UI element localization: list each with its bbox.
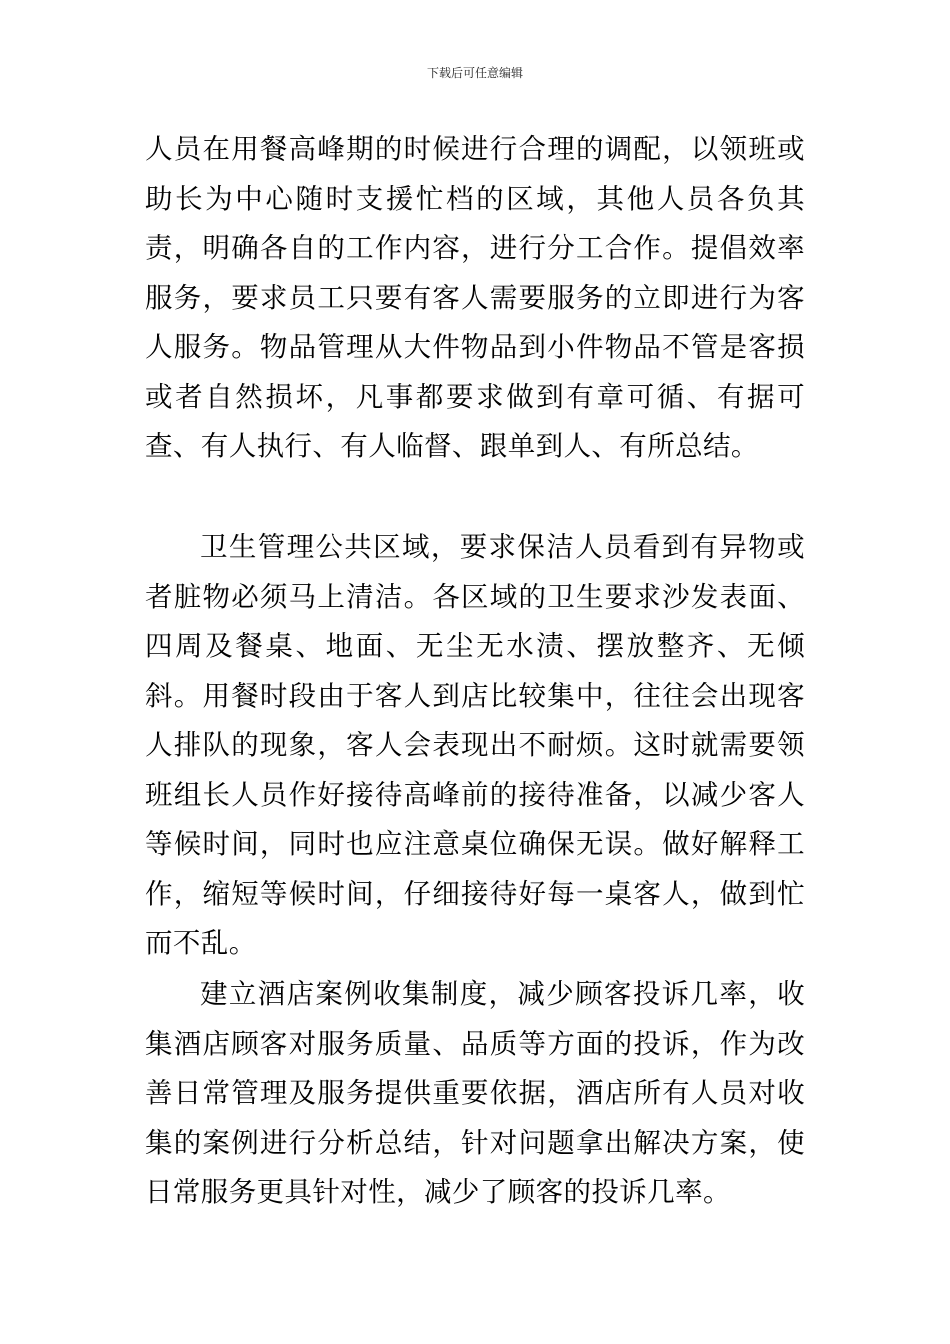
page-header-note: 下载后可任意编辑	[426, 66, 523, 80]
paragraph-case-collection: 建立酒店案例收集制度，减少顾客投诉几率，收集酒店顾客对服务质量、品质等方面的投诉，作为改善日常管理及服务提供重要依据，酒店所有人员对收集的案例进行分析总结，针对问题拿出解决方案，使日常服务更具针对性，减少了顾客的投诉几率。	[145, 978, 805, 1208]
paragraph-hygiene-management: 卫生管理公共区域，要求保洁人员看到有异物或者脏物必须马上清洁。各区域的卫生要求沙发表面、四周及餐桌、地面、无尘无水渍、摆放整齐、无倾斜。用餐时段由于客人到店比较集中，往往会出现客人排队的现象，客人会表现出不耐烦。这时就需要领班组长人员作好接待高峰前的接待准备，以减少客人等候时间，同时也应注意桌位确保无误。做好解释工作，缩短等候时间，仔细接待好每一桌客人，做到忙而不乱。	[145, 531, 805, 959]
paragraph-staff-and-items: 人员在用餐高峰期的时候进行合理的调配，以领班或助长为中心随时支援忙档的区域，其他人员各负其责，明确各自的工作内容，进行分工合作。提倡效率服务，要求员工只要有客人需要服务的立即进行为客人服务。物品管理从大件物品到小件物品不管是客损或者自然损坏，凡事都要求做到有章可循、有据可查、有人执行、有人临督、跟单到人、有所总结。	[145, 133, 805, 462]
